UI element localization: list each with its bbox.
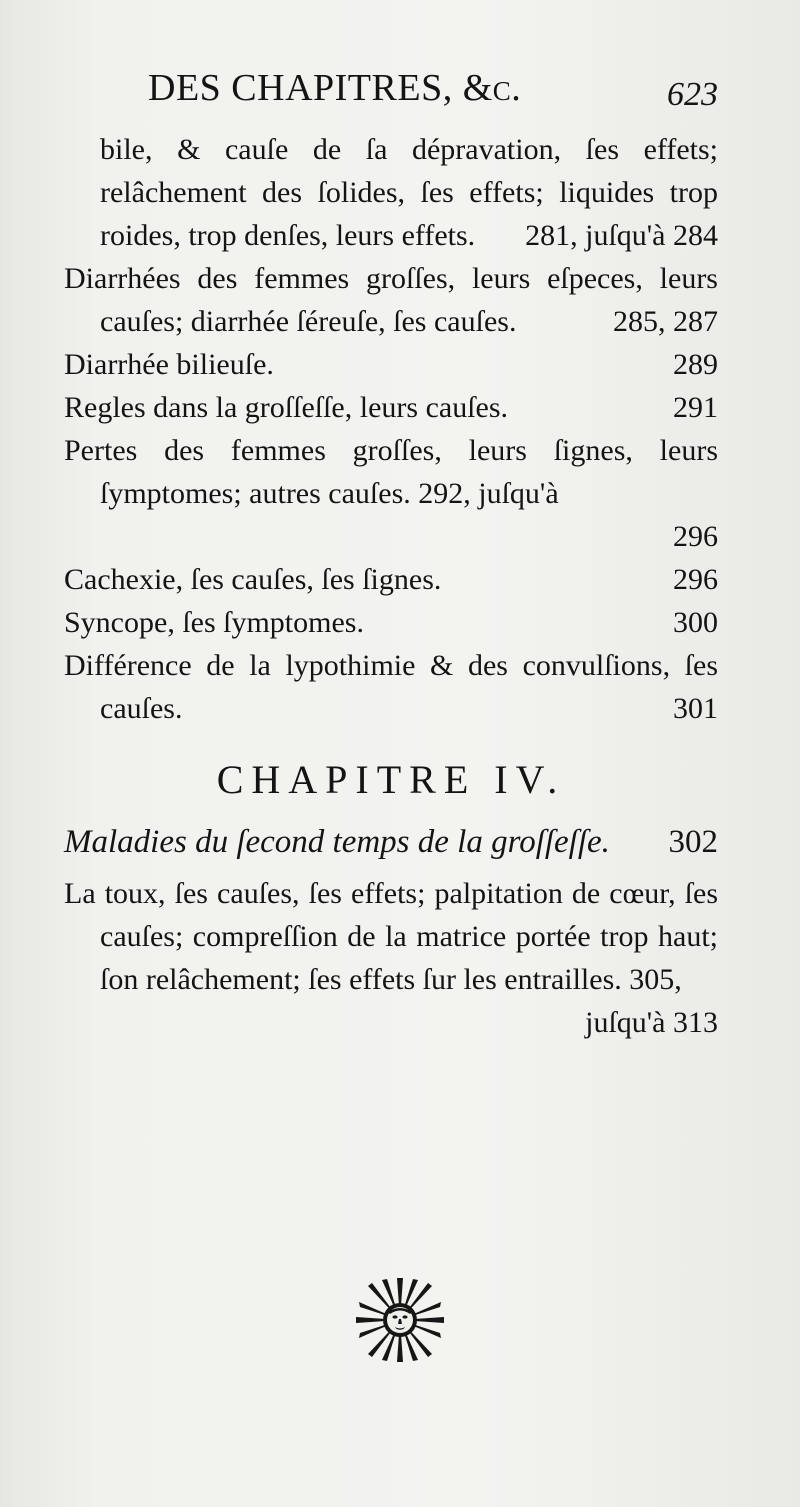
toc-entry-page-ref: 301 bbox=[673, 692, 718, 725]
toc-entry-page-ref: 291 bbox=[673, 391, 718, 424]
running-title: DES CHAPITRES, &c. bbox=[148, 67, 522, 109]
toc-entry-text: Regles dans la groſſeſſe, leurs cauſes. bbox=[64, 391, 509, 424]
toc-entry-text: Cachexie, ſes cauſes, ſes ſignes. bbox=[64, 563, 442, 596]
toc-entry-text: Diarrhée bilieuſe. bbox=[64, 348, 274, 381]
toc-entry-text: Diarrhées des femmes groſſes, leurs eſpeces, leurs cauſes; diarrhée ſéreuſe, ſes cauſes. bbox=[64, 262, 718, 338]
toc-entry-text: Pertes des femmes groſſes, leurs ſignes, leurs ſymptomes; autres cauſes. 292, juſqu'à bbox=[64, 434, 718, 510]
toc-entry bbox=[64, 601, 718, 644]
toc-entry bbox=[64, 386, 718, 429]
chapter-title bbox=[64, 818, 718, 866]
toc-entry-page-ref: 285, 287 bbox=[613, 305, 718, 338]
toc-entry-page-ref: 289 bbox=[673, 348, 718, 381]
toc-entry-page-ref: 300 bbox=[673, 606, 718, 639]
page-number: 623 bbox=[667, 76, 718, 113]
running-header bbox=[148, 66, 718, 126]
toc-entry-page-ref: 296 bbox=[673, 520, 718, 553]
toc-entry bbox=[64, 257, 718, 343]
toc-entry-page-ref: 296 bbox=[673, 563, 718, 596]
toc-entry bbox=[64, 872, 718, 1001]
toc-entry bbox=[64, 343, 718, 386]
chapter-heading: CHAPITRE IV. bbox=[216, 757, 566, 802]
toc-entry-text: Syncope, ſes ſymptomes. bbox=[64, 606, 364, 639]
table-of-contents bbox=[64, 128, 718, 1044]
toc-entry-page-ref: juſqu'à 313 bbox=[585, 1006, 718, 1039]
toc-entry bbox=[64, 644, 718, 730]
toc-entry bbox=[64, 429, 718, 515]
toc-entry-text: La toux, ſes cauſes, ſes effets; palpitation de cœur, ſes cauſes; compreſſion de la matrice portée trop haut; ſon relâchement; ſes effets ſur les entrailles. 305, bbox=[64, 877, 718, 996]
chapter-title-text: Maladies du ſecond temps de la groſſeſſe. bbox=[64, 824, 610, 860]
toc-entry-page-ref: 281, juſqu'à 284 bbox=[525, 219, 718, 252]
toc-entry-text: Différence de la lypothimie & des convulſions, ſes cauſes. bbox=[64, 649, 718, 725]
toc-entry bbox=[64, 558, 718, 601]
sunburst-face-ornament-icon bbox=[352, 1274, 448, 1366]
chapter-title-page-ref: 302 bbox=[668, 824, 718, 860]
toc-entry bbox=[64, 128, 718, 257]
toc-entry-text: bile, & cauſe de ſa dépravation, ſes effets; relâchement des ſolides, ſes effets; liquides trop roides, trop denſes, leurs effets. bbox=[100, 133, 718, 252]
